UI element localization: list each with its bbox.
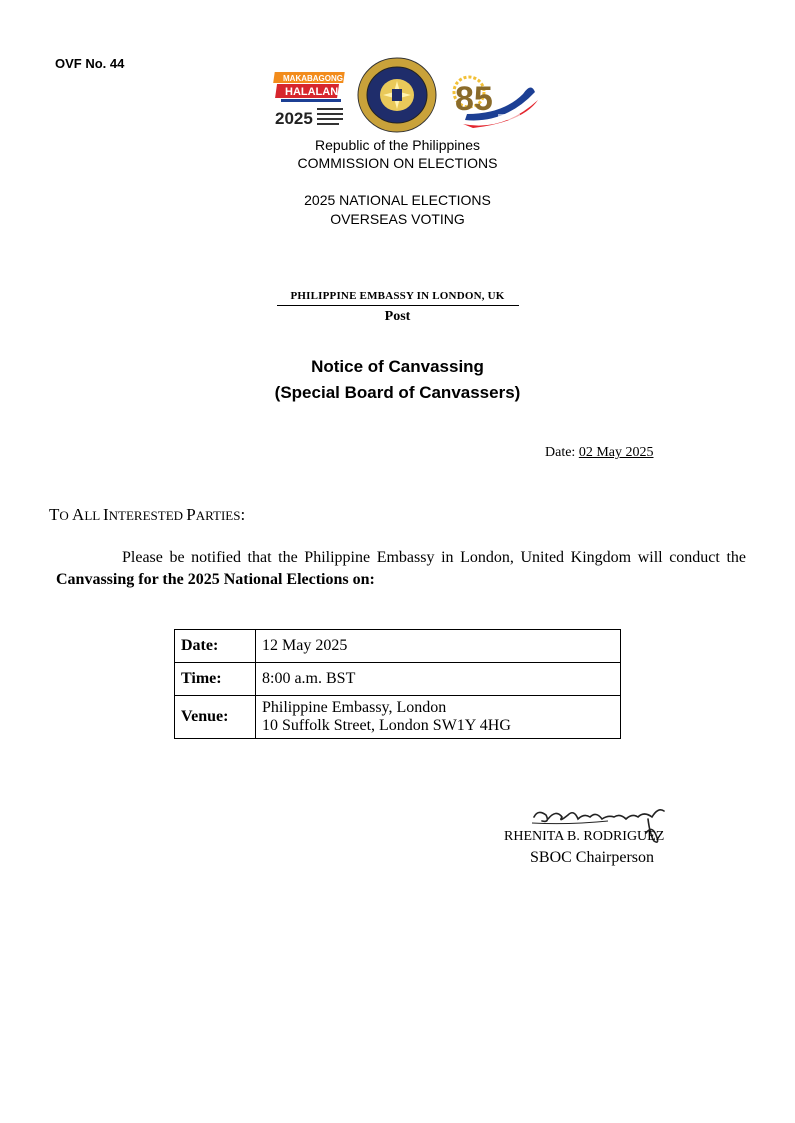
- table-row: [175, 630, 621, 663]
- halalan-logo-line1: MAKABAGONG: [283, 74, 343, 83]
- date-row-label: Date:: [175, 630, 256, 663]
- time-row-label: Time:: [175, 663, 256, 696]
- venue-row-label: Venue:: [175, 696, 256, 739]
- halalan-logo-line2: HALALAN: [285, 86, 339, 98]
- paragraph-bold: Canvassing for the 2025 National Elections on:: [56, 571, 375, 588]
- form-number: OVF No. 44: [55, 56, 125, 71]
- comelec-seal-logo: [356, 56, 438, 134]
- overseas-voting-heading: OVERSEAS VOTING: [330, 211, 465, 227]
- notice-title: Notice of Canvassing: [311, 357, 484, 376]
- venue-line-2: 10 Suffolk Street, London SW1Y 4HG: [262, 717, 511, 734]
- notice-paragraph: [56, 547, 746, 591]
- anniversary-number: 85: [455, 80, 493, 118]
- venue-row-value: [256, 696, 621, 739]
- notice-subtitle: (Special Board of Canvassers): [274, 383, 521, 402]
- salutation: TO ALL INTERESTED PARTIES:: [49, 505, 246, 524]
- date-value: 02 May 2025: [578, 445, 654, 460]
- signatory-title: SBOC Chairperson: [530, 849, 654, 866]
- commission-heading: COMMISSION ON ELECTIONS: [297, 155, 498, 171]
- post-label: Post: [384, 309, 411, 324]
- canvassing-details-table: [174, 629, 621, 739]
- notice-date: [545, 445, 654, 461]
- elections-heading: 2025 NATIONAL ELECTIONS: [304, 192, 491, 208]
- republic-heading: Republic of the Philippines: [315, 137, 480, 153]
- table-row: [175, 696, 621, 739]
- venue-line-1: Philippine Embassy, London: [262, 699, 447, 716]
- date-label: Date:: [545, 445, 576, 460]
- date-row-value: 12 May 2025: [256, 630, 621, 663]
- post-name: PHILIPPINE EMBASSY IN LONDON, UK: [290, 290, 505, 302]
- post-divider: [277, 305, 519, 306]
- time-row-value: 8:00 a.m. BST: [256, 663, 621, 696]
- halalan-logo-year: 2025: [275, 109, 313, 128]
- signatory-name: RHENITA B. RODRIGUEZ: [504, 829, 665, 844]
- anniversary-85-logo: [443, 62, 545, 134]
- paragraph-intro: Please be notified that the Philippine Embassy in London, United Kingdom will conduct the: [122, 549, 746, 566]
- table-row: [175, 663, 621, 696]
- makabagong-halalan-logo: [273, 70, 349, 130]
